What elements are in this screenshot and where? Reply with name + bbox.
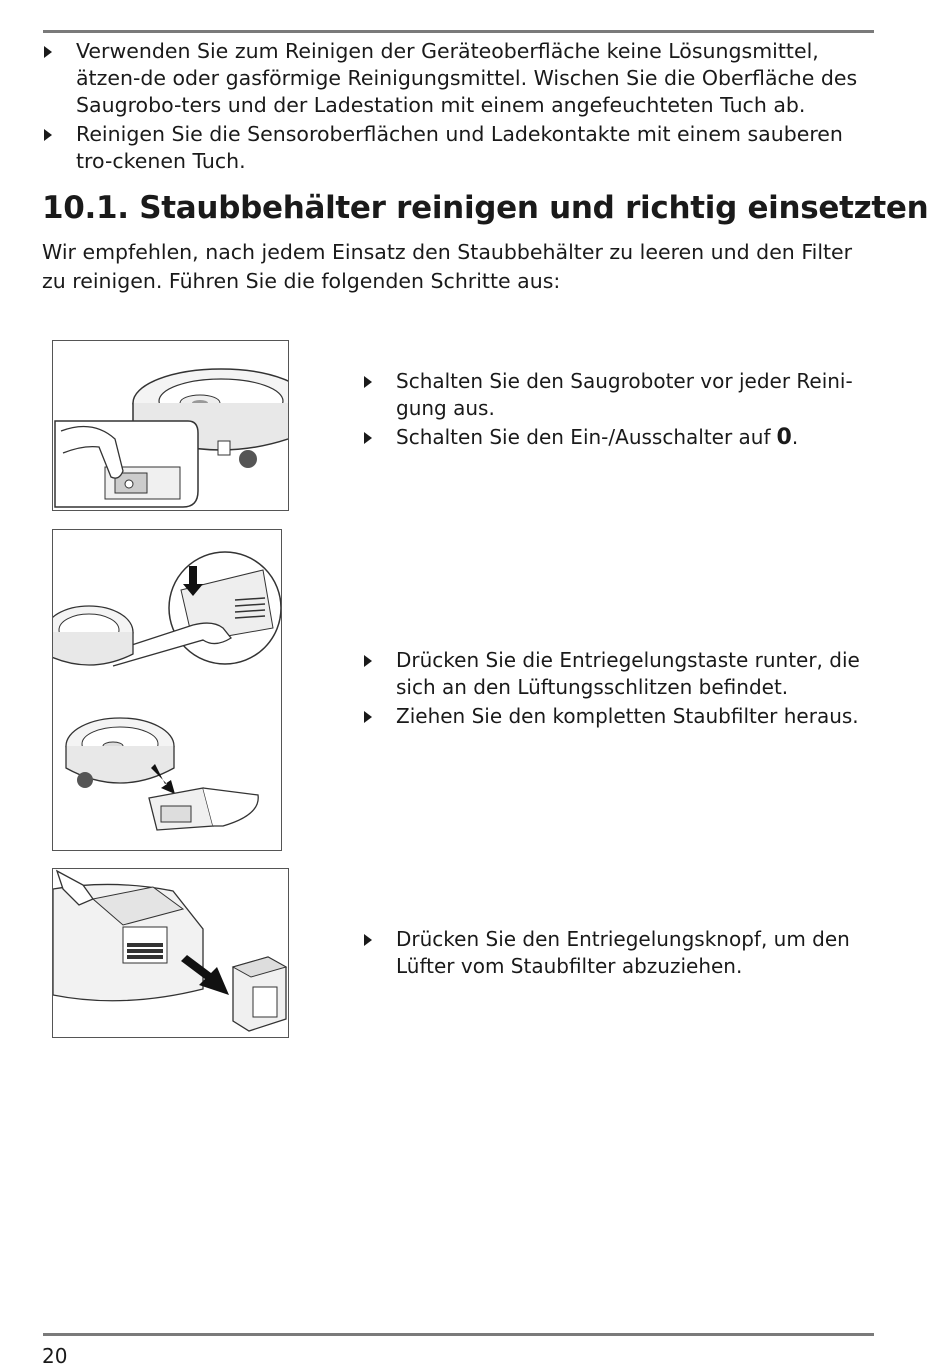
list-item <box>42 121 877 175</box>
section-heading: 10.1. Staubbehälter reinigen und richtig einsetzten <box>42 190 929 226</box>
bullet-arrow-icon <box>44 46 52 58</box>
bullet-arrow-icon <box>364 711 372 723</box>
list-item-text: Reinigen Sie die Sensoroberflächen und Ladekontakte mit einem sauberen tro-ckenen Tuch. <box>76 122 843 173</box>
top-rule <box>43 30 874 33</box>
bottom-rule <box>43 1333 874 1336</box>
list-item-text: Verwenden Sie zum Reinigen der Geräteoberfläche keine Lösungsmittel, ätzen-de oder gasförmige Reinigungsmittel. Wischen Sie die Oberfläche des Saugrobo-ters und der Ladestation mit einem angefeuchteten Tuch ab. <box>76 39 858 117</box>
list-item: Schalten Sie den Ein-/Ausschalter auf 0. <box>362 424 862 451</box>
switch-off-symbol: 0 <box>776 425 792 450</box>
list-item-text: Schalten Sie den Saugroboter vor jeder Reini-gung aus. <box>396 369 853 420</box>
list-item-text: Ziehen Sie den kompletten Staubfilter heraus. <box>396 704 859 728</box>
list-item <box>362 703 862 730</box>
power-switch-illustration <box>52 340 289 511</box>
dust-filter-removal-illustration <box>52 529 282 851</box>
page-number: 20 <box>42 1344 68 1368</box>
list-item-text: Schalten Sie den Ein-/Ausschalter auf <box>396 425 771 449</box>
bullet-arrow-icon <box>364 432 372 444</box>
bullet-arrow-icon <box>364 934 372 946</box>
top-bullet-list <box>42 38 877 177</box>
bullet-arrow-icon <box>44 129 52 141</box>
bullet-arrow-icon <box>364 376 372 388</box>
step-1-list <box>362 368 862 453</box>
list-item-text: Drücken Sie die Entriegelungstaste runter, die sich an den Lüftungsschlitzen befindet. <box>396 648 860 699</box>
list-item <box>362 647 862 701</box>
step-3-list <box>362 926 862 982</box>
bullet-arrow-icon <box>364 655 372 667</box>
section-intro: Wir empfehlen, nach jedem Einsatz den Staubbehälter zu leeren und den Filter zu reinigen. Führen Sie die folgenden Schritte aus: <box>42 240 853 293</box>
step-2-list <box>362 647 862 732</box>
list-item <box>362 926 862 980</box>
list-item <box>362 368 862 422</box>
list-item <box>42 38 877 119</box>
fan-removal-illustration <box>52 868 289 1038</box>
list-item-text: Drücken Sie den Entriegelungsknopf, um den Lüfter vom Staubfilter abzuziehen. <box>396 927 850 978</box>
